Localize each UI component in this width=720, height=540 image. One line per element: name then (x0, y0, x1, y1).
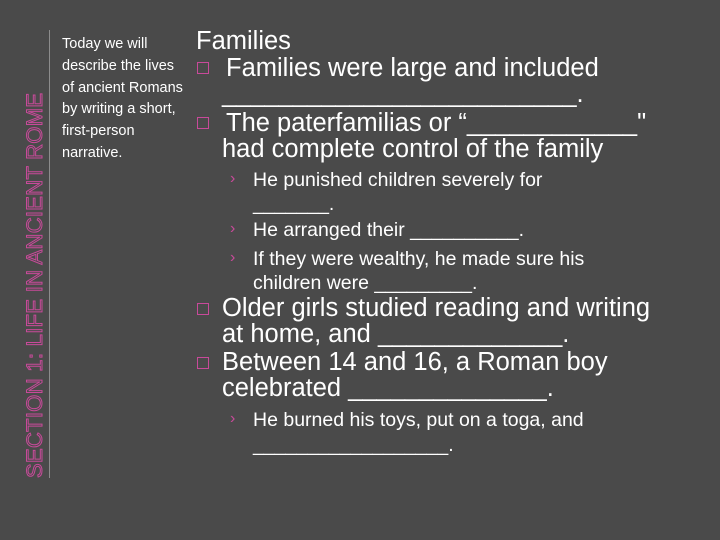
square-bullet-icon (197, 303, 209, 315)
intro-text: Today we will describe the lives of ancient Romans by writing a short, first-person narrative. (62, 36, 183, 161)
bullet-line: Families were large and included (226, 54, 599, 82)
bullet-line: had complete control of the family (222, 135, 604, 163)
subbullet-line: He punished children severely for (253, 169, 543, 191)
subbullet-line: He burned his toys, put on a toga, and (253, 409, 584, 431)
subbullet-line: children were _________. (253, 272, 478, 294)
square-bullet-icon (197, 117, 209, 129)
square-bullet-icon (197, 357, 209, 369)
subbullet-line: _______. (253, 193, 335, 215)
slide-heading: Families (196, 27, 291, 55)
bullet-line: at home, and _____________. (222, 320, 570, 348)
bullet-line: Between 14 and 16, a Roman boy (222, 348, 608, 376)
square-bullet-icon (197, 62, 209, 74)
bullet-line: The paterfamilias or “____________" (226, 109, 647, 137)
subbullet-line: __________________. (253, 434, 454, 456)
chevron-right-icon: › (230, 170, 236, 187)
chevron-right-icon: › (230, 410, 236, 427)
section-title: SECTION 1: LIFE IN ANCIENT ROME (22, 92, 47, 478)
subbullet-line: He arranged their __________. (253, 219, 525, 241)
bullet-line: Older girls studied reading and writing (222, 294, 651, 322)
subbullet-line: If they were wealthy, he made sure his (253, 248, 585, 270)
chevron-right-icon: › (230, 220, 236, 237)
bullet-line: _________________________. (222, 80, 584, 108)
bullet-line: celebrated ______________. (222, 374, 554, 402)
chevron-right-icon: › (230, 249, 236, 266)
